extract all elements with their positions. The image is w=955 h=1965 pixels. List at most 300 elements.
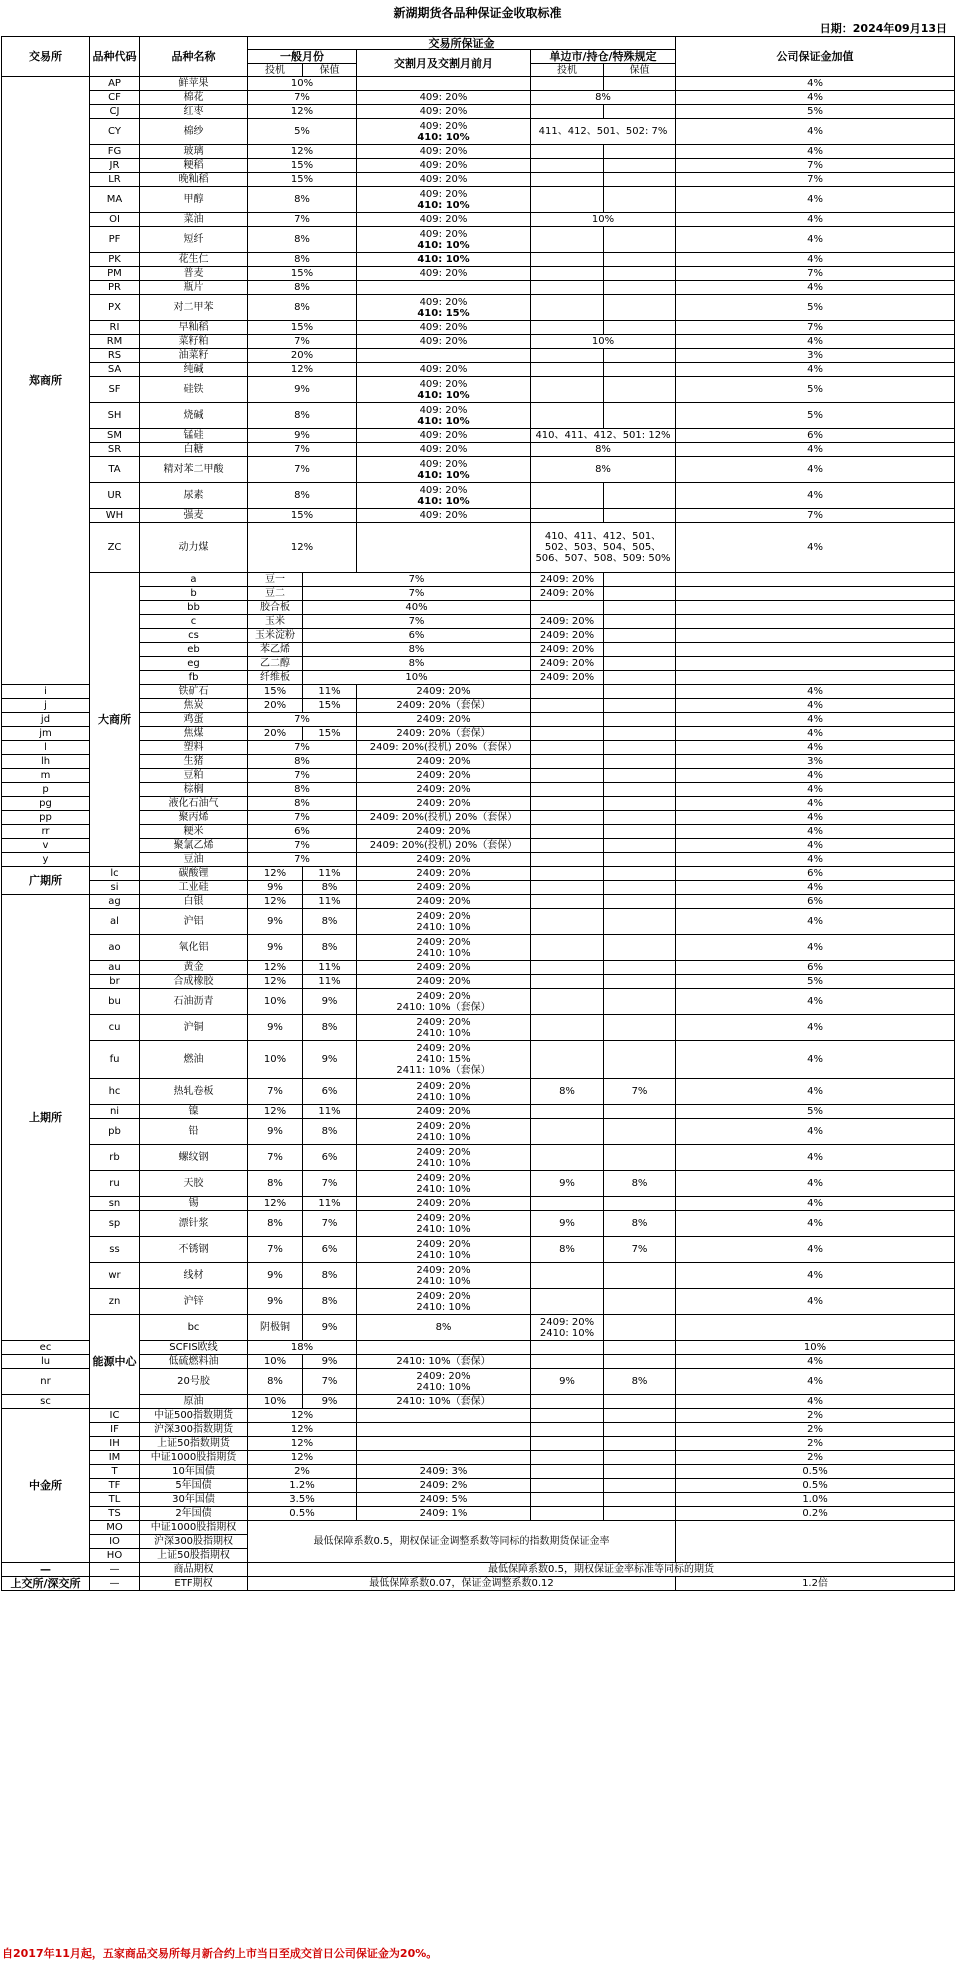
unilateral-spec (531, 839, 604, 853)
unilateral-hedge (604, 975, 676, 989)
product-name: 尿素 (140, 483, 248, 509)
unilateral-spec (531, 159, 604, 173)
product-code: a (140, 573, 248, 587)
unilateral-hedge (676, 587, 955, 601)
product-name: 玉米淀粉 (248, 629, 303, 643)
company-add: 1.2倍 (676, 1577, 955, 1591)
general-hedge: 7% (303, 1211, 357, 1237)
product-code: sn (90, 1197, 140, 1211)
unilateral-hedge (604, 811, 676, 825)
company-add: 6% (676, 895, 955, 909)
delivery-line: 2409: 3% (419, 1466, 468, 1477)
unilateral-spec: 8% (531, 1237, 604, 1263)
table-row (2, 657, 955, 671)
company-add: 3% (676, 755, 955, 769)
general-margin: 10% (248, 77, 357, 91)
unilateral-spec (531, 783, 604, 797)
delivery-line: 2409: 20% (416, 882, 471, 893)
company-add: 4% (676, 523, 955, 573)
product-code: IF (90, 1423, 140, 1437)
delivery-line: 2409: 20% (539, 644, 595, 655)
general-margin: 12% (248, 105, 357, 119)
general-margin: 8% (248, 403, 357, 429)
delivery-margin (357, 1263, 531, 1289)
unilateral-hedge (604, 253, 676, 267)
table-row (2, 253, 955, 267)
unilateral-spec (531, 267, 604, 281)
unilateral-spec (531, 1145, 604, 1171)
delivery-line: 2409: 20% (416, 854, 471, 865)
product-code: WH (90, 509, 140, 523)
general-margin: 15% (248, 321, 357, 335)
delivery-line: 2410: 10%（套保） (396, 1001, 491, 1013)
unilateral-hedge (604, 699, 676, 713)
general-hedge: 11% (303, 1105, 357, 1119)
table-row (2, 935, 955, 961)
product-name: 合成橡胶 (140, 975, 248, 989)
general-spec: 8% (248, 1171, 303, 1197)
unilateral-hedge (604, 825, 676, 839)
unilateral-spec (531, 961, 604, 975)
company-add: 4% (676, 1355, 955, 1369)
company-add: 4% (676, 989, 955, 1015)
product-code: ao (90, 935, 140, 961)
company-add: 5% (676, 403, 955, 429)
company-add: 4% (676, 227, 955, 253)
delivery-line: 2409: 20% (416, 1172, 471, 1184)
product-name: 沪深300指数期货 (140, 1423, 248, 1437)
product-name: 锡 (140, 1197, 248, 1211)
product-name: 白银 (140, 895, 248, 909)
table-row (2, 119, 955, 145)
table-row (2, 685, 955, 699)
product-name: 短纤 (140, 227, 248, 253)
product-name: 玻璃 (140, 145, 248, 159)
company-add: 2% (676, 1437, 955, 1451)
delivery-margin (357, 443, 531, 457)
header-exchange-margin: 交易所保证金 (248, 37, 676, 50)
company-add: 4% (676, 713, 955, 727)
unilateral-hedge (604, 1465, 676, 1479)
product-code: TF (90, 1479, 140, 1493)
delivery-margin (357, 77, 531, 91)
delivery-line: 2409: 20% (539, 574, 595, 585)
exchange-cell: 上期所 (2, 895, 90, 1341)
general-margin: 8% (303, 643, 531, 657)
unilateral-spec (531, 1437, 604, 1451)
unilateral-spec (531, 935, 604, 961)
company-add: 4% (676, 797, 955, 811)
unilateral-spec (531, 321, 604, 335)
table-row (2, 429, 955, 443)
delivery-line: 2409: 20% (416, 962, 471, 973)
delivery-margin (357, 145, 531, 159)
general-hedge: 8% (303, 881, 357, 895)
product-name: 粳稻 (140, 159, 248, 173)
table-row (2, 699, 955, 713)
product-code: SA (90, 363, 140, 377)
delivery-line: 2410: 15% (416, 1054, 471, 1065)
product-code: RS (90, 349, 140, 363)
general-spec: 9% (303, 1315, 357, 1341)
general-hedge: 7% (303, 1171, 357, 1197)
company-add: 7% (676, 173, 955, 187)
product-code: eg (140, 657, 248, 671)
general-margin: 18% (248, 1341, 357, 1355)
delivery-line: 409: 20% (419, 404, 468, 416)
product-code: ZC (90, 523, 140, 573)
company-add: 4% (676, 1015, 955, 1041)
product-name: 镍 (140, 1105, 248, 1119)
product-code: m (2, 769, 90, 783)
exchange-cell: — (2, 1563, 90, 1577)
product-name: 鸡蛋 (140, 713, 248, 727)
general-hedge: 8% (303, 1263, 357, 1289)
unilateral-hedge (604, 509, 676, 523)
table-row (2, 159, 955, 173)
delivery-margin (357, 1423, 531, 1437)
unilateral-hedge (604, 295, 676, 321)
unilateral-hedge (604, 1355, 676, 1369)
unilateral-spec (604, 601, 676, 615)
delivery-line: 409: 20% (419, 296, 468, 308)
delivery-line: 409: 20% (419, 188, 468, 200)
exchange-cell: 能源中心 (90, 1315, 140, 1409)
company-add: 4% (676, 335, 955, 349)
general-spec: 12% (248, 1197, 303, 1211)
product-name: 漂针浆 (140, 1211, 248, 1237)
product-name: 晚籼稻 (140, 173, 248, 187)
general-hedge: 15% (303, 727, 357, 741)
delivery-line: 2409: 20% (416, 1106, 471, 1117)
delivery-margin (357, 1145, 531, 1171)
delivery-margin (357, 377, 531, 403)
unilateral-hedge (604, 1395, 676, 1409)
general-hedge: 8% (303, 909, 357, 935)
product-name: 液化石油气 (140, 797, 248, 811)
unilateral-spec (604, 643, 676, 657)
product-name: 原油 (140, 1395, 248, 1409)
general-spec: 12% (248, 961, 303, 975)
delivery-margin (357, 881, 531, 895)
product-code: UR (90, 483, 140, 509)
table-row (2, 145, 955, 159)
product-code: l (2, 741, 90, 755)
general-margin: 8% (248, 281, 357, 295)
delivery-margin (357, 867, 531, 881)
general-hedge: 11% (303, 895, 357, 909)
general-spec: 10% (248, 989, 303, 1015)
delivery-line: 409: 20% (419, 364, 468, 375)
company-add: 4% (676, 909, 955, 935)
product-code: bu (90, 989, 140, 1015)
general-hedge: 8% (303, 1289, 357, 1315)
delivery-line: 409: 20% (419, 160, 468, 171)
delivery-line: 2410: 10%（套保） (396, 1396, 491, 1407)
unilateral-spec (531, 509, 604, 523)
company-add: 6% (676, 867, 955, 881)
delivery-line: 2410: 10% (416, 1381, 471, 1393)
table-row (2, 1437, 955, 1451)
delivery-line: 2409: 20%(投机) 20%（套保） (369, 840, 518, 851)
delivery-margin (531, 671, 604, 685)
company-add: 5% (676, 105, 955, 119)
company-add: 4% (676, 363, 955, 377)
delivery-margin (357, 825, 531, 839)
delivery-line: 2410: 10% (416, 1223, 471, 1235)
delivery-line: 409: 20% (419, 510, 468, 521)
table-row (2, 961, 955, 975)
company-add: 6% (676, 429, 955, 443)
delivery-line: 2409: 20% (416, 990, 471, 1002)
table-row (2, 105, 955, 119)
unilateral-hedge (604, 1507, 676, 1521)
product-code: b (140, 587, 248, 601)
delivery-margin (357, 187, 531, 213)
delivery-margin (357, 509, 531, 523)
unilateral-spec (531, 989, 604, 1015)
delivery-line: 2409: 5% (419, 1494, 468, 1505)
product-name: 油菜籽 (140, 349, 248, 363)
header-spec: 投机 (248, 64, 303, 77)
delivery-margin (357, 119, 531, 145)
product-name: 胶合板 (248, 601, 303, 615)
unilateral-spec (604, 587, 676, 601)
unilateral-spec (531, 1015, 604, 1041)
company-add: 4% (676, 699, 955, 713)
unilateral-spec (531, 295, 604, 321)
product-code: JR (90, 159, 140, 173)
delivery-margin (357, 1015, 531, 1041)
delivery-line: 409: 20% (419, 228, 468, 240)
delivery-margin (357, 975, 531, 989)
delivery-margin (357, 335, 531, 349)
company-add: 4% (676, 77, 955, 91)
product-name: 铁矿石 (140, 685, 248, 699)
delivery-line: 409: 20% (419, 484, 468, 496)
general-hedge: 9% (303, 1395, 357, 1409)
product-code: IH (90, 1437, 140, 1451)
product-name: 早籼稻 (140, 321, 248, 335)
product-code: CF (90, 91, 140, 105)
general-margin: 7% (248, 853, 357, 867)
delivery-line: 410: 10% (417, 254, 470, 265)
general-spec: 9% (248, 881, 303, 895)
delivery-line: 409: 20% (419, 458, 468, 470)
delivery-margin (357, 363, 531, 377)
delivery-line: 410: 10% (417, 239, 470, 251)
delivery-line: 409: 20% (419, 336, 468, 347)
delivery-line: 2409: 20% (416, 1370, 471, 1382)
header-company-add: 公司保证金加值 (676, 37, 955, 77)
unilateral-hedge (604, 483, 676, 509)
product-name: 螺纹钢 (140, 1145, 248, 1171)
product-code: i (2, 685, 90, 699)
general-margin: 12% (248, 145, 357, 159)
product-name: 氧化铝 (140, 935, 248, 961)
general-spec: 12% (248, 895, 303, 909)
unilateral-hedge (604, 935, 676, 961)
table-row (2, 1289, 955, 1315)
product-code: AP (90, 77, 140, 91)
company-add: 4% (676, 1079, 955, 1105)
unilateral-hedge: 7% (604, 1237, 676, 1263)
delivery-margin (357, 1507, 531, 1521)
delivery-margin (357, 961, 531, 975)
general-margin: 8% (248, 227, 357, 253)
table-row (2, 91, 955, 105)
unilateral-spec (531, 1451, 604, 1465)
product-code: pb (90, 1119, 140, 1145)
unilateral-spec (531, 1355, 604, 1369)
delivery-line: 2409: 20% (416, 784, 471, 795)
company-add: 0.2% (676, 1507, 955, 1521)
product-name: 普麦 (140, 267, 248, 281)
table-row (2, 227, 955, 253)
unilateral-hedge (604, 839, 676, 853)
general-margin: 2% (248, 1465, 357, 1479)
product-name: 天胶 (140, 1171, 248, 1197)
product-code: CY (90, 119, 140, 145)
product-code: lu (2, 1355, 90, 1369)
general-margin: 7% (248, 443, 357, 457)
product-name: 豆粕 (140, 769, 248, 783)
unilateral-spec: 9% (531, 1369, 604, 1395)
unilateral-spec (531, 1263, 604, 1289)
product-name: 豆二 (248, 587, 303, 601)
unilateral-spec (531, 187, 604, 213)
unilateral-hedge (604, 961, 676, 975)
unilateral-hedge (604, 1409, 676, 1423)
general-spec: 8% (248, 1211, 303, 1237)
table-row (2, 1423, 955, 1437)
general-margin: 7% (248, 457, 357, 483)
delivery-line: 2409: 20% (539, 1316, 595, 1328)
unilateral-hedge (676, 671, 955, 685)
company-add: 3% (676, 349, 955, 363)
delivery-margin (357, 105, 531, 119)
general-spec: 7% (248, 1145, 303, 1171)
delivery-margin (357, 783, 531, 797)
general-spec: 9% (248, 1015, 303, 1041)
delivery-line: 2409: 20% (416, 1198, 471, 1209)
general-hedge: 11% (303, 1197, 357, 1211)
delivery-line: 2409: 20% (539, 588, 595, 599)
unilateral-spec (531, 1409, 604, 1423)
product-name: 花生仁 (140, 253, 248, 267)
table-row (2, 1563, 955, 1577)
table-row (2, 727, 955, 741)
delivery-margin (357, 853, 531, 867)
product-code: PF (90, 227, 140, 253)
unilateral-hedge: 8% (604, 1369, 676, 1395)
product-code: OI (90, 213, 140, 227)
delivery-line: 2410: 10% (416, 1091, 471, 1103)
exchange-cell: 上交所/深交所 (2, 1577, 90, 1591)
table-row (2, 573, 955, 587)
product-code: bc (140, 1315, 248, 1341)
general-margin: 12% (248, 363, 357, 377)
product-name: 20号胶 (140, 1369, 248, 1395)
exchange-cell: 郑商所 (2, 77, 90, 685)
general-hedge: 6% (303, 1145, 357, 1171)
unilateral-spec (531, 1119, 604, 1145)
product-code: TL (90, 1493, 140, 1507)
unilateral-margin: 10% (531, 335, 676, 349)
delivery-line: 2409: 20% (416, 1212, 471, 1224)
table-row (2, 523, 955, 573)
delivery-line: 2409: 20% (416, 714, 471, 725)
table-row (2, 1451, 955, 1465)
unilateral-spec (604, 573, 676, 587)
table-row (2, 321, 955, 335)
product-code: IM (90, 1451, 140, 1465)
unilateral-spec (531, 403, 604, 429)
unilateral-spec (531, 755, 604, 769)
unilateral-spec (531, 1423, 604, 1437)
product-name: 精对苯二甲酸 (140, 457, 248, 483)
company-add: 4% (676, 825, 955, 839)
table-row (2, 363, 955, 377)
product-code: zn (90, 1289, 140, 1315)
general-margin: 8% (248, 783, 357, 797)
table-row (2, 989, 955, 1015)
product-name: 乙二醇 (248, 657, 303, 671)
general-margin: 7% (303, 615, 531, 629)
unilateral-spec (531, 145, 604, 159)
unilateral-spec (531, 797, 604, 811)
delivery-line: 2411: 10%（套保） (396, 1065, 491, 1076)
unilateral-spec (531, 173, 604, 187)
delivery-line: 2410: 10% (416, 1027, 471, 1039)
product-name: 碳酸锂 (140, 867, 248, 881)
table-row (2, 483, 955, 509)
delivery-line: 409: 20% (419, 214, 468, 225)
product-code: fb (140, 671, 248, 685)
delivery-margin (357, 1465, 531, 1479)
product-code: j (2, 699, 90, 713)
product-code: lh (2, 755, 90, 769)
unilateral-hedge (604, 783, 676, 797)
unilateral-margin: 411、412、501、502: 7% (531, 119, 676, 145)
delivery-line: 2409: 20%（套保） (396, 728, 491, 739)
product-name: 粳米 (140, 825, 248, 839)
company-add: 4% (676, 119, 955, 145)
product-name: 棉花 (140, 91, 248, 105)
table-row (2, 895, 955, 909)
delivery-margin (357, 989, 531, 1015)
general-hedge: 8% (303, 935, 357, 961)
product-code: lc (90, 867, 140, 881)
product-name: 燃油 (140, 1041, 248, 1079)
product-code: SH (90, 403, 140, 429)
product-name: 10年国债 (140, 1465, 248, 1479)
product-code: au (90, 961, 140, 975)
table-row (2, 741, 955, 755)
product-code: hc (90, 1079, 140, 1105)
margin-table (1, 36, 955, 1591)
company-add: 4% (676, 783, 955, 797)
header-code: 品种代码 (90, 37, 140, 77)
unilateral-hedge (604, 1451, 676, 1465)
table-row (2, 173, 955, 187)
delivery-margin (357, 159, 531, 173)
unilateral-margin: 8% (531, 91, 676, 105)
product-code: ni (90, 1105, 140, 1119)
delivery-margin (357, 713, 531, 727)
delivery-line: 2409: 20% (539, 658, 595, 669)
general-hedge: 6% (303, 1079, 357, 1105)
